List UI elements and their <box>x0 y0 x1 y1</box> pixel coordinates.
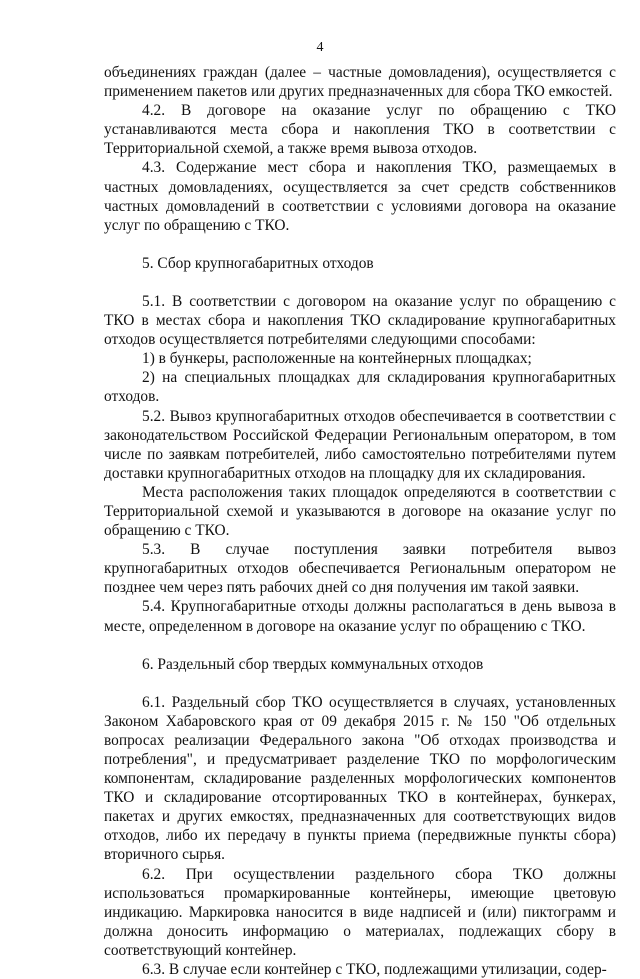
paragraph-6-3: 6.3. В случае если контейнер с ТКО, подлежащими утилизации, содер- <box>142 961 607 979</box>
page-number: 4 <box>316 40 324 55</box>
document-body <box>104 63 616 979</box>
paragraph-5-4: 5.4. Крупногабаритные отходы должны располагаться в день вывоза в месте, определенном в договоре на оказание услуг по обращению с ТКО. <box>104 598 616 635</box>
paragraph-5-3: 5.3. В случае поступления заявки потребителя вывоз крупногабаритных отходов обеспечивается Региональным оператором не позднее чем через пять рабочих дней со дня получения им такой заявки. <box>104 541 616 597</box>
paragraph-5-1-item-1: 1) в бункеры, расположенные на контейнерных площадках; <box>142 350 532 368</box>
paragraph-continuation: объединениях граждан (далее – частные домовладения), осуществляется с применением пакетов или других предназначенных для сбора ТКО емкостей. <box>104 64 616 101</box>
paragraph-4-2: 4.2. В договоре на оказание услуг по обращению с ТКО устанавливаются места сбора и накопления ТКО в соответствии с Территориальной схемой, а также время вывоза отходов. <box>104 102 616 158</box>
paragraph-5-2-continued: Места расположения таких площадок определяются в соответствии с Территориальной схемой и указываются в договоре на оказание услуг по обращению с ТКО. <box>104 483 616 540</box>
paragraph-6-2: 6.2. При осуществлении раздельного сбора ТКО должны использоваться промаркированные контейнеры, имеющие цветовую индикацию. Маркировка наносится в виде надписей и (или) пиктограмм и должна доносить информацию о материалах, подлежащих сбору в соответствующий контейнер. <box>104 865 616 959</box>
paragraph-5-2: 5.2. Вывоз крупногабаритных отходов обеспечивается в соответствии с законодательством Российской Федерации Региональным оператором, в том числе по заявкам потребителей, либо самостоятельно потребителями путем доставки крупногабаритных отходов на площадку для их складирования. <box>104 407 616 482</box>
paragraph-4-3: 4.3. Содержание мест сбора и накопления ТКО, размещаемых в частных домовладениях, осуществляется за счет средств собственников частных домовладений в соответствии с условиями договора на оказание услуг по обращению с ТКО. <box>104 159 616 234</box>
paragraph-5-1: 5.1. В соответствии с договором на оказание услуг по обращению с ТКО в местах сбора и накопления ТКО складирование крупногабаритных отходов осуществляется потребителями следующими способами: <box>104 292 616 349</box>
section-heading-5: 5. Сбор крупногабаритных отходов <box>142 254 374 272</box>
paragraph-6-1: 6.1. Раздельный сбор ТКО осуществляется в случаях, установленных Законом Хабаровского края от 09 декабря 2015 г. № 150 "Об отдельных вопросах реализации Федерального закона "Об отходах производства и потребления", и предусматривает разделение ТКО по морфологическим компонентам, складирование разделенных морфологических компонентов ТКО и складирование отсортированных ТКО в контейнерах, бункерах, пакетах и других емкостях, предназначенных для соответствующих видов отходов, либо их передачу в пункты приема (передвижные пункты сбора) вторичного сырья. <box>104 693 616 864</box>
paragraph-5-1-item-2: 2) на специальных площадках для складирования крупногабаритных отходов. <box>104 369 616 406</box>
section-heading-6: 6. Раздельный сбор твердых коммунальных отходов <box>142 655 484 673</box>
